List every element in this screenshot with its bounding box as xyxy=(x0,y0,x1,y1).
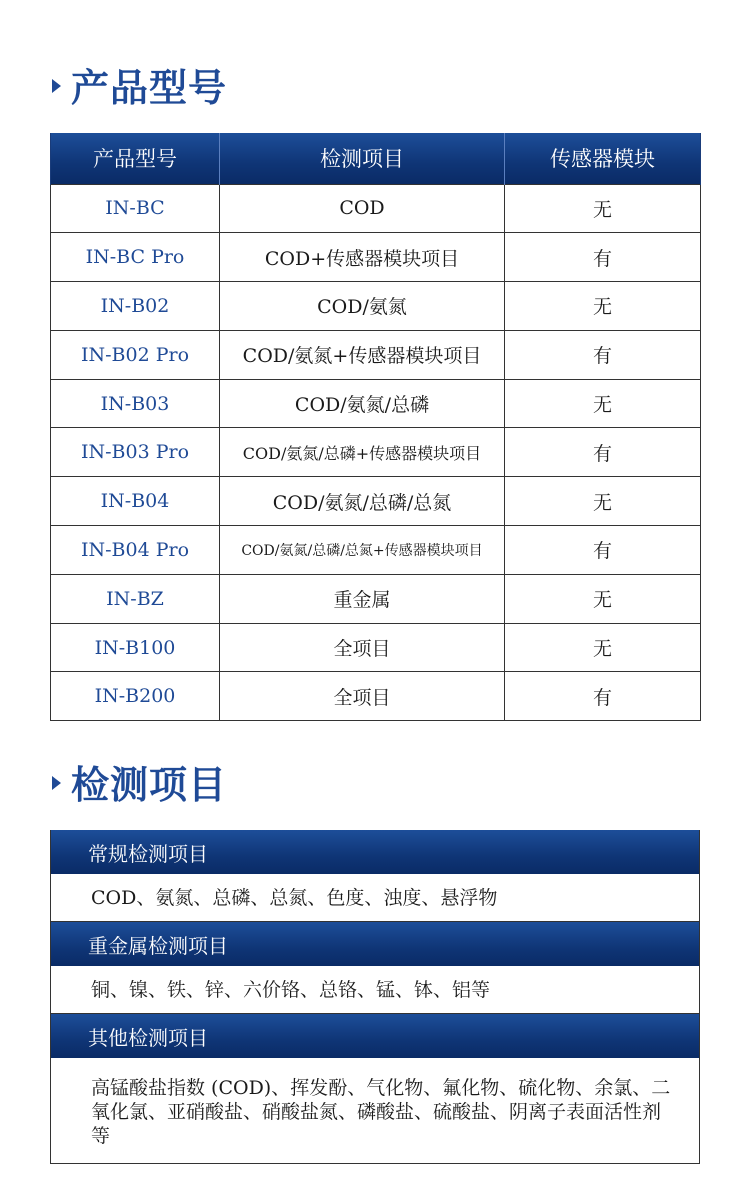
table-row xyxy=(51,233,701,282)
table-row xyxy=(51,379,701,428)
triangle-bullet-icon xyxy=(52,79,61,93)
sensor-cell: 无 xyxy=(505,282,701,331)
table-row xyxy=(51,672,701,721)
items-cell: COD/氨氮/总磷+传感器模块项目 xyxy=(220,428,505,477)
items-cell: COD/氨氮 xyxy=(220,282,505,331)
items-cell: COD/氨氮/总磷/总氮 xyxy=(220,477,505,526)
table-row xyxy=(51,526,701,575)
sensor-cell: 有 xyxy=(505,233,701,282)
model-cell: IN-B02 Pro xyxy=(51,330,220,379)
sensor-cell: 无 xyxy=(505,574,701,623)
models-table xyxy=(50,133,701,721)
sensor-cell: 无 xyxy=(505,379,701,428)
sensor-cell: 无 xyxy=(505,477,701,526)
sensor-cell: 有 xyxy=(505,526,701,575)
group-header-routine: 常规检测项目 xyxy=(51,830,699,874)
model-cell: IN-BC Pro xyxy=(51,233,220,282)
model-cell: IN-B03 xyxy=(51,379,220,428)
model-cell: IN-B100 xyxy=(51,623,220,672)
model-cell: IN-B04 xyxy=(51,477,220,526)
table-row xyxy=(51,282,701,331)
model-cell: IN-B04 Pro xyxy=(51,526,220,575)
table-row xyxy=(51,477,701,526)
group-content-heavy-metal: 铜、镍、铁、锌、六价铬、总铬、锰、钵、铝等 xyxy=(51,966,699,1014)
group-header-other: 其他检测项目 xyxy=(51,1014,699,1058)
table-row xyxy=(51,574,701,623)
model-cell: IN-B200 xyxy=(51,672,220,721)
sensor-cell: 有 xyxy=(505,330,701,379)
header-sensor: 传感器模块 xyxy=(505,133,701,184)
model-cell: IN-BZ xyxy=(51,574,220,623)
sensor-cell: 有 xyxy=(505,672,701,721)
group-content-other: 高锰酸盐指数 (COD)、挥发酚、气化物、氟化物、硫化物、余氯、二氧化氯、亚硝酸盐、硝酸盐氮、磷酸盐、硫酸盐、阴离子表面活性剂等 xyxy=(91,1076,671,1147)
section-title-text: 检测项目 xyxy=(71,762,228,807)
sensor-cell: 有 xyxy=(505,428,701,477)
items-cell: COD/氨氮/总磷/总氮+传感器模块项目 xyxy=(220,526,505,575)
table-row xyxy=(51,623,701,672)
model-cell: IN-B03 Pro xyxy=(51,428,220,477)
sensor-cell: 无 xyxy=(505,623,701,672)
model-cell: IN-B02 xyxy=(51,282,220,331)
detection-groups xyxy=(50,830,700,1164)
items-cell: COD/氨氮/总磷 xyxy=(220,379,505,428)
table-row xyxy=(51,184,701,233)
section-title-models xyxy=(52,56,227,112)
table-header-row xyxy=(51,133,701,184)
items-cell: COD/氨氮+传感器模块项目 xyxy=(220,330,505,379)
table-row xyxy=(51,428,701,477)
section-title-text: 产品型号 xyxy=(71,65,228,110)
model-cell: IN-BC xyxy=(51,184,220,233)
items-cell: 全项目 xyxy=(220,623,505,672)
triangle-bullet-icon xyxy=(52,776,61,790)
group-header-heavy-metal: 重金属检测项目 xyxy=(51,922,699,966)
header-model: 产品型号 xyxy=(51,133,220,184)
sensor-cell: 无 xyxy=(505,184,701,233)
items-cell: COD+传感器模块项目 xyxy=(220,233,505,282)
items-cell: 重金属 xyxy=(220,574,505,623)
header-items: 检测项目 xyxy=(220,133,505,184)
table-row xyxy=(51,330,701,379)
section-title-items xyxy=(52,753,227,809)
items-cell: COD xyxy=(220,184,505,233)
group-content-routine: COD、氨氮、总磷、总氮、色度、浊度、悬浮物 xyxy=(51,874,699,922)
items-cell: 全项目 xyxy=(220,672,505,721)
